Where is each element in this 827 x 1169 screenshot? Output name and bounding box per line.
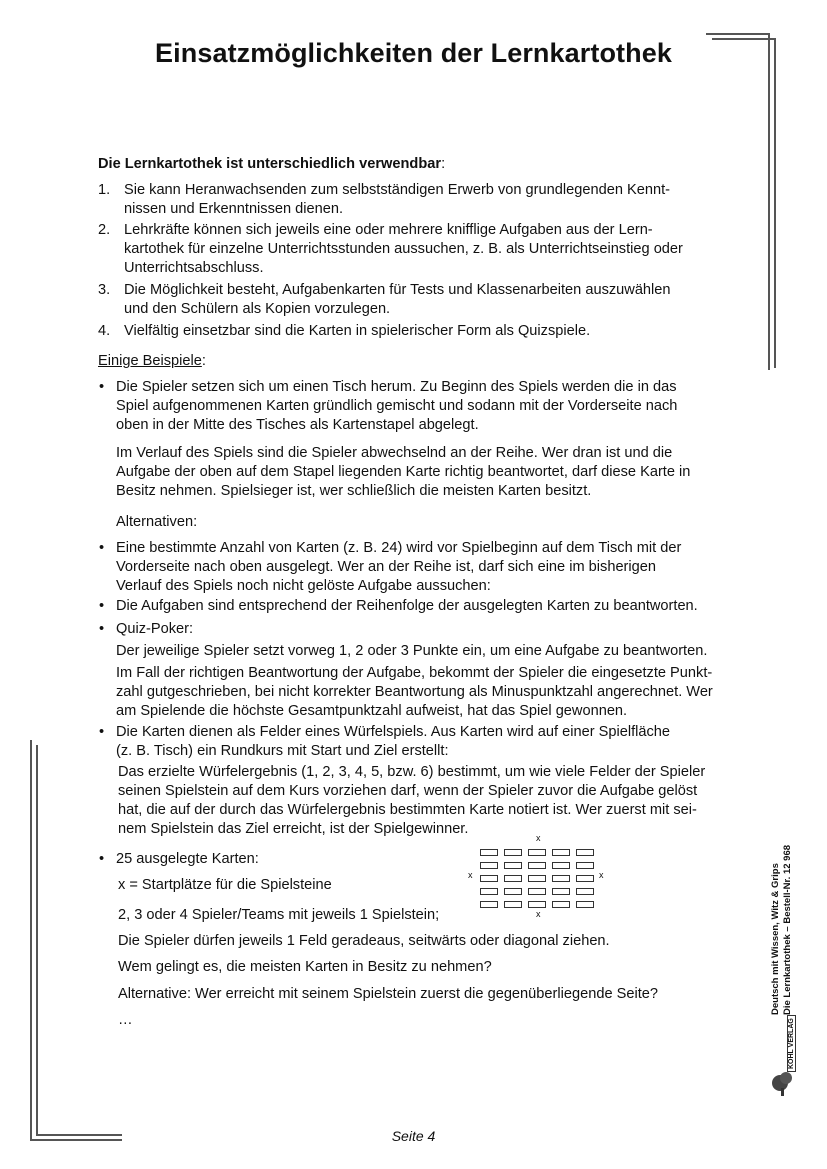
bullet: • xyxy=(99,621,105,637)
frame-top-right-h1 xyxy=(706,33,768,35)
list-item: Vielfältig einsetzbar sind die Karten in spielerischer Form als Quizspiele. xyxy=(124,323,591,339)
grid-card xyxy=(528,901,546,908)
line-players: 2, 3 oder 4 Spieler/Teams mit jeweils 1 Spielstein; xyxy=(118,907,440,923)
start-mark-right: x xyxy=(599,870,604,880)
alternatives-label: Alternativen: xyxy=(116,514,198,530)
list-number: 1. xyxy=(98,182,111,198)
bullet: • xyxy=(99,540,105,556)
start-mark-top: x xyxy=(536,833,541,843)
list-item: Lehrkräfte können sich jeweils eine oder mehrere knifflige Aufgaben aus der Lern- kartothek für einzelne Unterrichtsstunden aussuchen, z. B. als Unterrichtseinstieg oder Unterrichtsabschluss. xyxy=(124,222,683,276)
frame-top-right-v1 xyxy=(768,33,770,370)
grid-card xyxy=(480,862,498,869)
frame-bottom-left-v1 xyxy=(30,740,32,1140)
side-publication-info: Deutsch mit Wissen, Witz & Grips Die Lernkartothek – Bestell-Nr. 12 968 xyxy=(770,844,793,1015)
intro-text: Die Lernkartothek ist unterschiedlich verwendbar: xyxy=(98,156,446,172)
grid-card xyxy=(552,875,570,882)
grid-card xyxy=(528,862,546,869)
list-item: Die Möglichkeit besteht, Aufgabenkarten für Tests und Klassenarbeiten auszuwählen und den Schülern als Kopien vorzulegen. xyxy=(124,282,671,317)
bullet-item: Die Aufgaben sind entsprechend der Reihenfolge der ausgelegten Karten zu beantworten. xyxy=(116,598,698,614)
publisher-logo xyxy=(770,1018,800,1100)
page-title: Einsatzmöglichkeiten der Lernkartothek xyxy=(155,38,672,68)
line-question: Wem gelingt es, die meisten Karten in Besitz zu nehmen? xyxy=(118,959,492,975)
bullet-item: Die Karten dienen als Felder eines Würfelspiels. Aus Karten wird auf einer Spielfläche (z. B. Tisch) ein Rundkurs mit Start und Ziel erstellt: xyxy=(116,724,671,759)
grid-card xyxy=(480,888,498,895)
start-mark-left: x xyxy=(468,870,473,880)
line-alternative: Alternative: Wer erreicht mit seinem Spielstein zuerst die gegenüberliegende Seite? xyxy=(118,986,658,1002)
grid-card xyxy=(528,849,546,856)
grid-card xyxy=(504,901,522,908)
start-mark-bottom: x xyxy=(536,909,541,919)
grid-card xyxy=(504,849,522,856)
paragraph: Im Fall der richtigen Beantwortung der Aufgabe, bekommt der Spieler die eingesetzte Punkt- zahl gutgeschrieben, bei nicht korrekter Beantwortung als Minuspunktzahl angerechnet. Wer am Spielende die höchste Gesamtpunktzahl aufweist, hat das Spiel gewonnen. xyxy=(116,665,713,719)
grid-card xyxy=(528,875,546,882)
paragraph: Der jeweilige Spieler setzt vorweg 1, 2 oder 3 Punkte ein, um eine Aufgabe zu beantworten. xyxy=(116,643,708,659)
publisher-name: KOHL VERLAG xyxy=(787,1015,796,1072)
grid-card xyxy=(576,888,594,895)
grid-card xyxy=(552,862,570,869)
bullet-item: 25 ausgelegte Karten: xyxy=(116,851,259,867)
grid-card xyxy=(552,849,570,856)
line-start-places: x = Startplätze für die Spielsteine xyxy=(118,877,332,893)
bullet-item: Quiz-Poker: xyxy=(116,621,194,637)
paragraph: Im Verlauf des Spiels sind die Spieler abwechselnd an der Reihe. Wer dran ist und die Aufgabe der oben auf dem Stapel liegenden Karte richtig beantwortet, darf diese Karte in Besitz nehmen. Spielsieger ist, wer schließlich die meisten Karten besitzt. xyxy=(116,445,691,499)
grid-card xyxy=(552,901,570,908)
list-item: Sie kann Heranwachsenden zum selbstständigen Erwerb von grundlegenden Kennt- nissen und Erkenntnissen dienen. xyxy=(124,182,670,217)
bullet: • xyxy=(99,724,105,740)
paragraph: Das erzielte Würfelergebnis (1, 2, 3, 4, 5, bzw. 6) bestimmt, um wie viele Felder der Spieler seinen Spielstein auf dem Kurs vorziehen darf, wenn der Spieler zuvor die Aufgabe gelöst hat, die auf der durch das Würfelergebnis bestimmten Karte notiert ist. Wer zuerst mit sei- nem Spielstein das Ziel erreicht, ist der Spielgewinner. xyxy=(118,764,706,837)
list-number: 2. xyxy=(98,222,111,238)
grid-card xyxy=(480,901,498,908)
frame-top-right-v2 xyxy=(774,38,776,368)
grid-card xyxy=(528,888,546,895)
grid-card xyxy=(504,875,522,882)
bullet-item: Die Spieler setzen sich um einen Tisch herum. Zu Beginn des Spiels werden die in das Spiel aufgenommenen Karten gründlich gemischt und sodann mit der Vorderseite nach oben in der Mitte des Tisches als Kartenstapel abgelegt. xyxy=(116,379,678,433)
grid-card xyxy=(480,849,498,856)
grid-card xyxy=(504,888,522,895)
list-number: 4. xyxy=(98,323,111,339)
grid-card xyxy=(576,862,594,869)
bullet: • xyxy=(99,598,105,614)
grid-card xyxy=(576,875,594,882)
frame-bottom-left-v2 xyxy=(36,745,38,1135)
line-ellipsis: … xyxy=(118,1012,133,1028)
bullet-item: Eine bestimmte Anzahl von Karten (z. B. 24) wird vor Spielbeginn auf dem Tisch mit der Vorderseite nach oben ausgelegt. Wer an der Reihe ist, darf sich eine im bisherigen Verlauf des Spiels noch nicht gelöste Aufgabe aussuchen: xyxy=(116,540,682,594)
grid-card xyxy=(576,901,594,908)
bullet: • xyxy=(99,379,105,395)
grid-card xyxy=(552,888,570,895)
examples-heading: Einige Beispiele: xyxy=(98,353,206,369)
grid-card xyxy=(504,862,522,869)
bullet: • xyxy=(99,851,105,867)
grid-card xyxy=(576,849,594,856)
line-moves: Die Spieler dürfen jeweils 1 Feld geradeaus, seitwärts oder diagonal ziehen. xyxy=(118,933,610,949)
list-number: 3. xyxy=(98,282,111,298)
page-number: Seite 4 xyxy=(391,1128,436,1144)
card-grid-diagram xyxy=(465,832,615,922)
grid-card xyxy=(480,875,498,882)
